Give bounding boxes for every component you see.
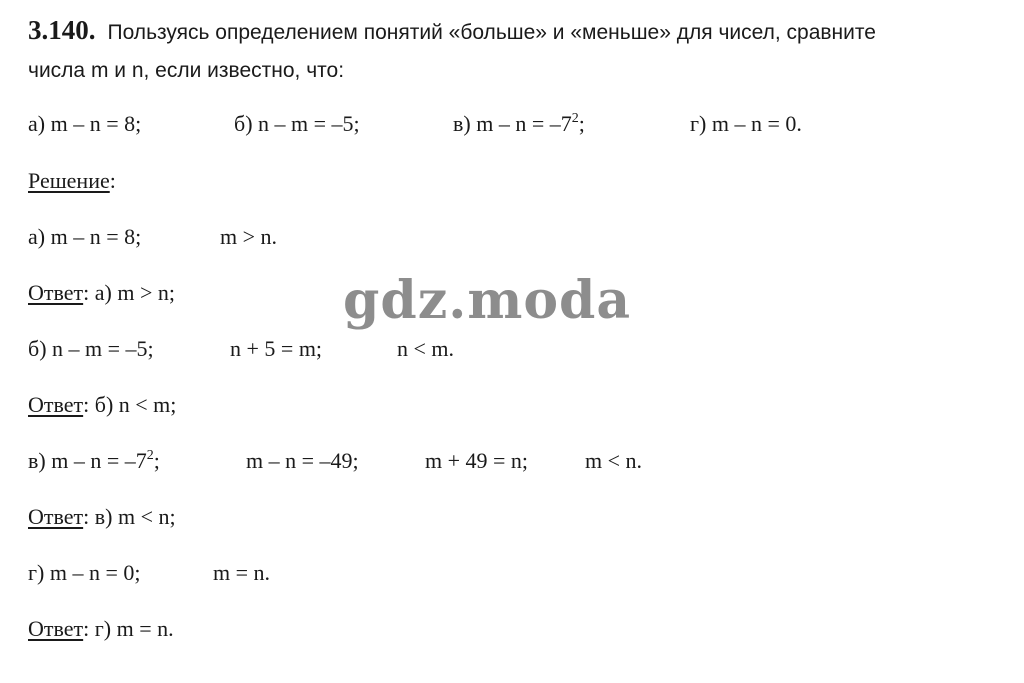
textbook-page: 3.140. Пользуясь определением понятий «больше» и «меньше» для чисел, сравните числа m и n, если известно, что: а) m – n = 8; б) n – m = –5; в) $m - n = -7^2$; г) m – n = 0. Решение: а) m – n = 8; m > n. Ответ: а) m > n; б) n – m = –5; n + 5 = m; n < m. Ответ: б) n < m; в) $m - n = -7^2$; m – n = –49; m + 49 = n; m < n. Ответ: в) m < n; г) m – n = 0; m = n. Ответ: г) m = n. gdz.moda <box>28 15 876 641</box>
given-a: а) m – n = 8; <box>28 111 142 136</box>
answer-b: Ответ: б) n < m; <box>28 392 177 417</box>
problem-statement-line2: числа m и n, если известно, что: <box>28 59 345 82</box>
problem-text: Пользуясь определением понятий «больше» и «меньше» для чисел, сравните <box>107 21 876 44</box>
problem-number: 3.140. <box>28 15 96 45</box>
given-v: в) $m - n = -7^2$; <box>453 111 585 136</box>
answer-g: Ответ: г) m = n. <box>28 616 174 641</box>
watermark: gdz.moda <box>343 270 632 331</box>
problem-statement-line1 <box>28 17 876 46</box>
given-g: г) m – n = 0. <box>690 111 802 136</box>
answer-v: Ответ: в) m < n; <box>28 504 176 529</box>
given-b: б) n – m = –5; <box>234 111 360 136</box>
answer-a: Ответ: а) m > n; <box>28 280 175 305</box>
solution-heading: Решение: <box>28 168 116 193</box>
